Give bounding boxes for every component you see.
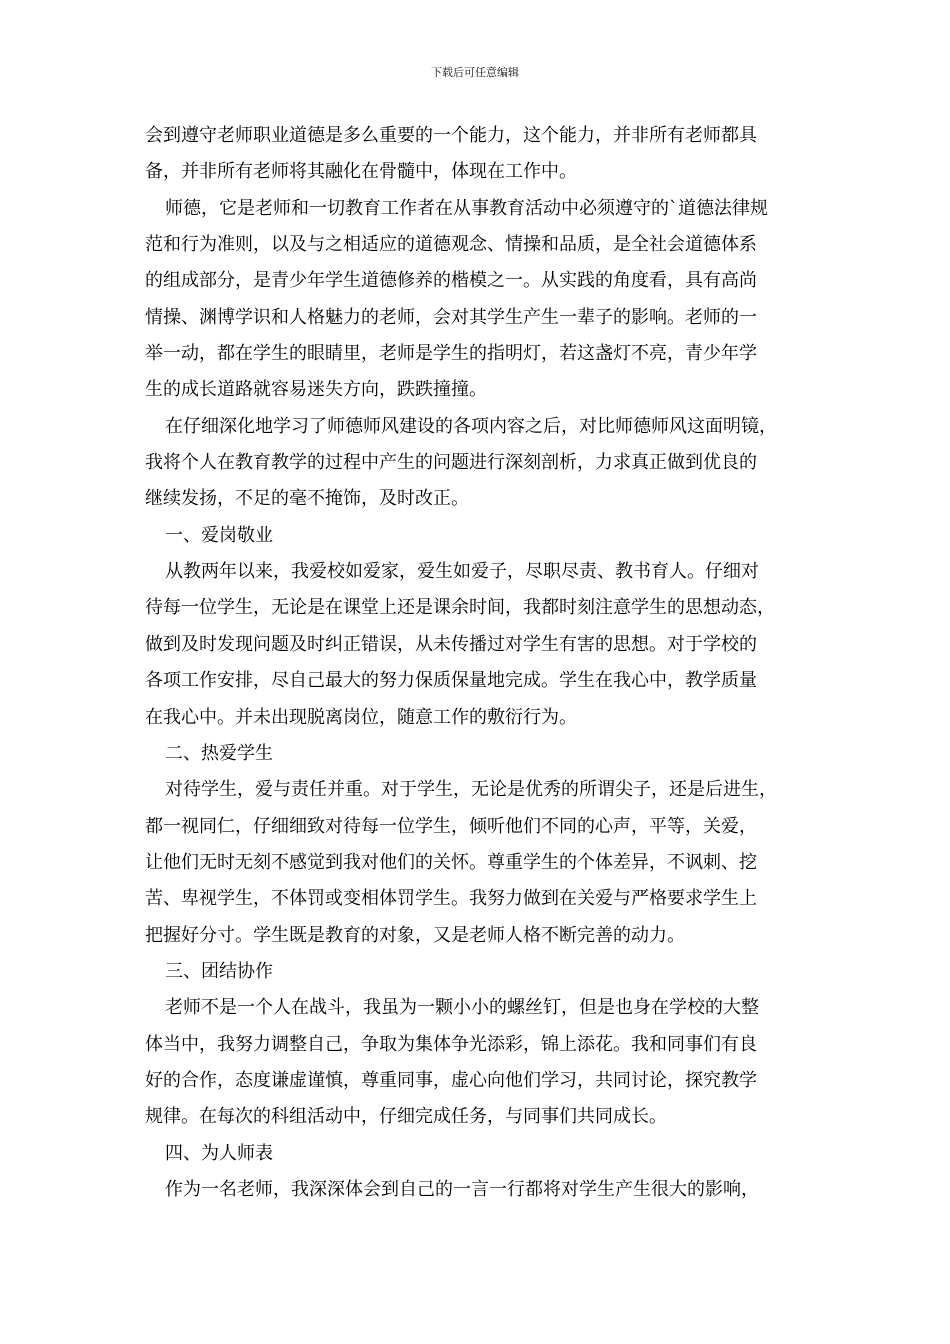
text-line: 备，并非所有老师将其融化在骨髓中，体现在工作中。 (145, 161, 577, 183)
text-line: 生的成长道路就容易迷失方向，跌跌撞撞。 (145, 379, 487, 401)
page-header: 下载后可任意编辑 (431, 66, 519, 79)
text-line: 做到及时发现问题及时纠正错误，从未传播过对学生有害的思想。对于学校的 (145, 633, 757, 655)
text-line: 的组成部分，是青少年学生道德修养的楷模之一。从实践的角度看，具有高尚 (145, 270, 757, 292)
text-line: 规律。在每次的科组活动中，仔细完成任务，与同事们共同成长。 (145, 1106, 667, 1128)
document-body (145, 118, 805, 1208)
text-line: 作为一名老师，我深深体会到自己的一言一行都将对学生产生很大的影响， (165, 1178, 759, 1200)
text-line: 举一动，都在学生的眼睛里，老师是学生的指明灯，若这盏灯不亮，青少年学 (145, 343, 757, 365)
text-line: 从教两年以来，我爱校如爱家，爱生如爱子，尽职尽责、教书育人。仔细对 (165, 561, 759, 583)
section-heading: 一、爱岗敬业 (165, 524, 273, 546)
text-line: 在仔细深化地学习了师德师风建设的各项内容之后，对比师德师风这面明镜， (165, 415, 777, 437)
text-line: 体当中，我努力调整自己，争取为集体争光添彩，锦上添花。我和同事们有良 (145, 1033, 757, 1055)
text-line: 情操、渊博学识和人格魅力的老师，会对其学生产生一辈子的影响。老师的一 (145, 306, 757, 328)
text-line: 师德，它是老师和一切教育工作者在从事教育活动中必须遵守的`道德法律规 (165, 197, 768, 219)
text-line: 会到遵守老师职业道德是多么重要的一个能力，这个能力，并非所有老师都具 (145, 125, 757, 146)
text-line: 让他们无时无刻不感觉到我对他们的关怀。尊重学生的个体差异，不讽刺、挖 (145, 851, 757, 873)
text-line: 都一视同仁，仔细细致对待每一位学生，倾听他们不同的心声，平等，关爱， (145, 815, 757, 837)
text-line: 我将个人在教育教学的过程中产生的问题进行深刻剖析，力求真正做到优良的 (145, 452, 757, 474)
text-line: 范和行为准则，以及与之相适应的道德观念、情操和品质，是全社会道德体系 (145, 234, 757, 256)
text-line: 好的合作，态度谦虚谨慎，尊重同事，虚心向他们学习，共同讨论，探究教学 (145, 1069, 757, 1091)
text-line: 对待学生，爱与责任并重。对于学生，无论是优秀的所谓尖子，还是后进生， (165, 779, 777, 801)
text-line: 各项工作安排，尽自己最大的努力保质保量地完成。学生在我心中，教学质量 (145, 670, 757, 692)
text-line: 继续发扬，不足的毫不掩饰，及时改正。 (145, 488, 469, 510)
section-heading: 二、热爱学生 (165, 742, 273, 764)
section-heading: 四、为人师表 (165, 1142, 273, 1164)
text-line: 待每一位学生，无论是在课堂上还是课余时间，我都时刻注意学生的思想动态， (145, 597, 775, 619)
text-line: 把握好分寸。学生既是教育的对象，又是老师人格不断完善的动力。 (145, 924, 685, 946)
text-line: 苦、卑视学生，不体罚或变相体罚学生。我努力做到在关爱与严格要求学生上 (145, 888, 757, 910)
section-heading: 三、团结协作 (165, 960, 273, 982)
text-line: 在我心中。并未出现脱离岗位，随意工作的敷衍行为。 (145, 706, 577, 728)
text-line: 老师不是一个人在战斗，我虽为一颗小小的螺丝钉，但是也身在学校的大整 (165, 997, 759, 1019)
